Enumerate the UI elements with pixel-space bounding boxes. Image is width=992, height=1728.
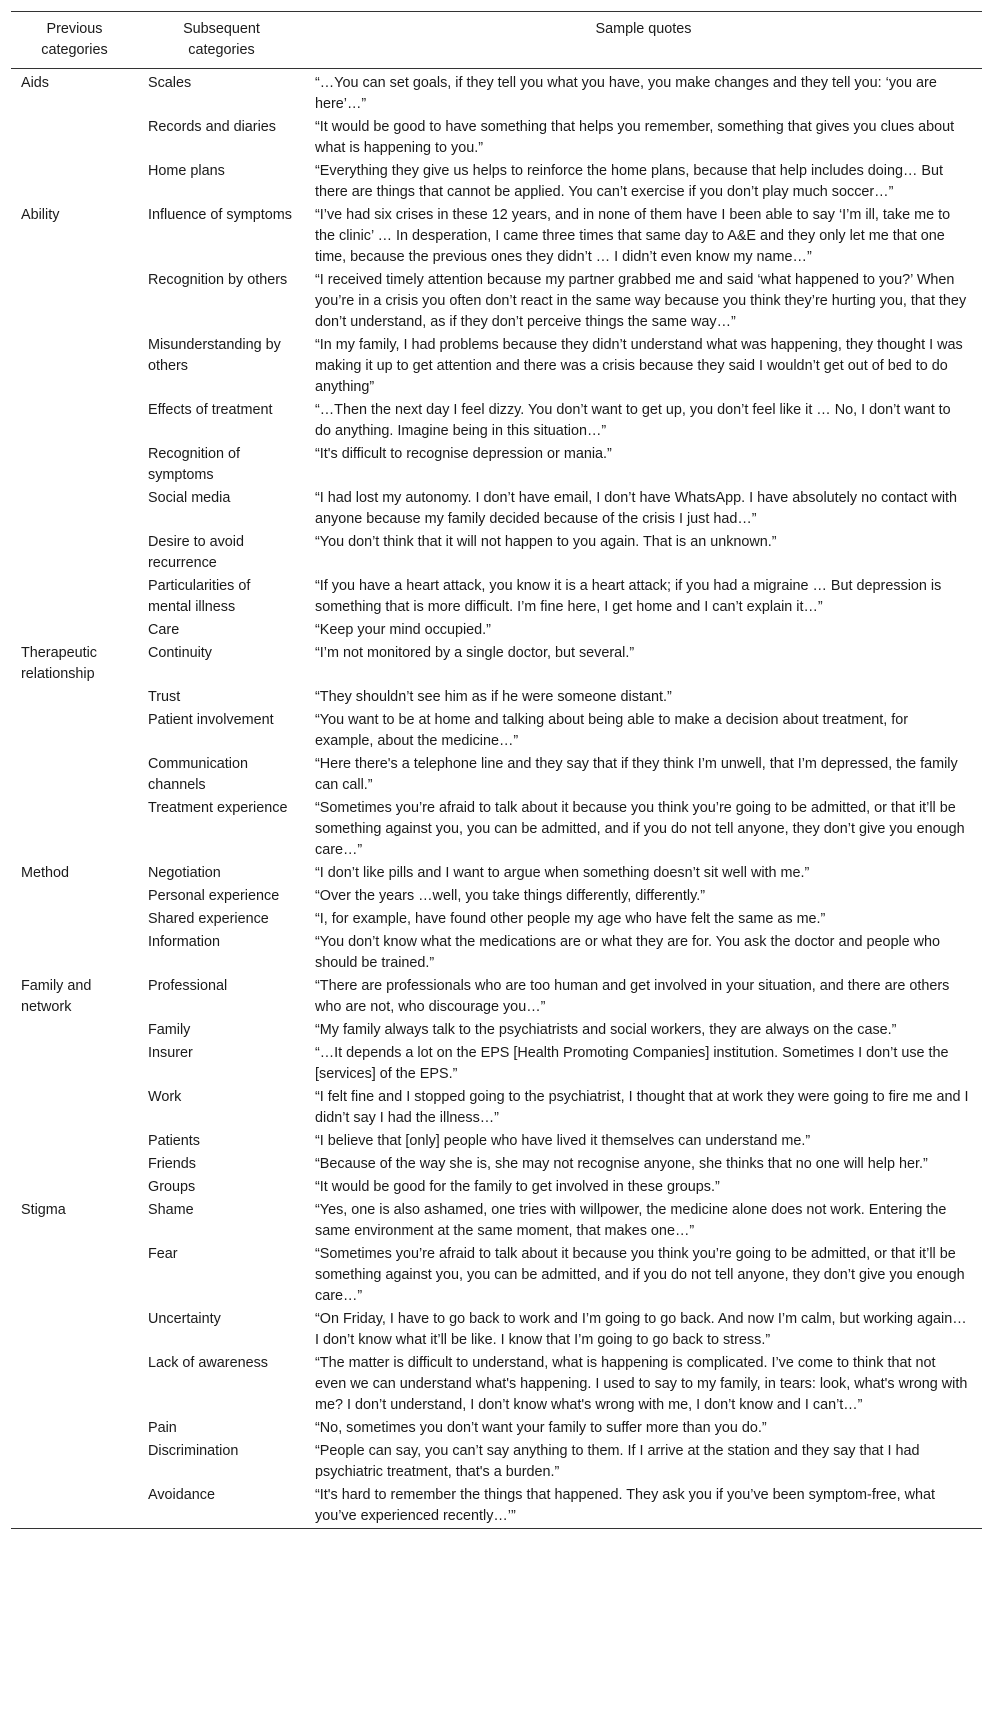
table-row	[11, 1484, 982, 1529]
table-row	[11, 1243, 982, 1308]
subsequent-category-cell: Negotiation	[148, 865, 221, 881]
previous-category-cell	[11, 1019, 138, 1042]
previous-category-cell	[11, 1176, 138, 1199]
sample-quote-cell: “I believe that [only] people who have lived it themselves can understand me.”	[315, 1133, 811, 1149]
previous-category-cell	[11, 1440, 138, 1484]
previous-category-cell	[11, 1042, 138, 1086]
sample-quote-cell: “It would be good to have something that helps you remember, something that gives you clues about what is happening to you.”	[315, 119, 955, 156]
header-row	[11, 12, 982, 69]
subsequent-category-cell: Social media	[148, 490, 231, 506]
subsequent-category-cell: Personal experience	[148, 888, 280, 904]
sample-quote-cell: “I’m not monitored by a single doctor, but several.”	[315, 645, 635, 661]
previous-category-cell	[11, 160, 138, 204]
sample-quote-cell: “Because of the way she is, she may not recognise anyone, she thinks that no one will help her.”	[315, 1156, 928, 1172]
sample-quote-cell: “There are professionals who are too human and get involved in your situation, and there are others who are not, who discourage you…”	[315, 978, 950, 1015]
previous-category-cell	[11, 575, 138, 619]
sample-quote-cell: “It would be good for the family to get involved in these groups.”	[315, 1179, 720, 1195]
sample-quote-cell: “Keep your mind occupied.”	[315, 622, 491, 638]
table-row	[11, 1308, 982, 1352]
subsequent-category-cell: Recognition of symptoms	[148, 446, 241, 483]
subsequent-category-cell: Particularities of mental illness	[148, 578, 251, 615]
subsequent-category-cell: Insurer	[148, 1045, 193, 1061]
sample-quote-cell: “You want to be at home and talking about being able to make a decision about treatment, for example, about the medicine…”	[315, 712, 909, 749]
table-row	[11, 885, 982, 908]
table-row	[11, 642, 982, 686]
subsequent-category-cell: Patients	[148, 1133, 200, 1149]
table-row	[11, 1417, 982, 1440]
previous-category-cell: Stigma	[21, 1202, 66, 1218]
subsequent-category-cell: Shared experience	[148, 911, 269, 927]
table-row	[11, 334, 982, 399]
sample-quote-cell: “Here there's a telephone line and they say that if they think I’m unwell, that I’m depressed, the family can call.”	[315, 756, 958, 793]
subsequent-category-cell: Work	[148, 1089, 182, 1105]
previous-category-cell: Therapeutic relationship	[21, 645, 97, 682]
previous-category-cell: Family and network	[21, 978, 92, 1015]
table-header	[11, 12, 982, 69]
subsequent-category-cell: Continuity	[148, 645, 212, 661]
table-row	[11, 269, 982, 334]
sample-quote-cell: “In my family, I had problems because they didn’t understand what was happening, they thought I was making it up to get attention and there was a crisis because they said I wouldn’t get out of bed to do anything”	[315, 337, 963, 395]
sample-quote-cell: “Sometimes you’re afraid to talk about it because you think you’re going to be admitted, or that it’ll be something against you, you can be admitted, and if you do not tell anyone, they don’t give you enough care…”	[315, 800, 965, 858]
previous-category-cell	[11, 1308, 138, 1352]
sample-quote-cell: “My family always talk to the psychiatrists and social workers, they are always on the case.”	[315, 1022, 897, 1038]
previous-category-cell	[11, 334, 138, 399]
subsequent-category-cell: Avoidance	[148, 1487, 215, 1503]
table-row	[11, 1130, 982, 1153]
previous-category-cell	[11, 399, 138, 443]
subsequent-category-cell: Trust	[148, 689, 181, 705]
table-row	[11, 160, 982, 204]
previous-category-cell	[11, 1352, 138, 1417]
sample-quote-cell: “…You can set goals, if they tell you what you have, you make changes and they tell you: ‘you are here’…”	[315, 75, 937, 112]
previous-category-cell	[11, 797, 138, 862]
sample-quote-cell: “I, for example, have found other people my age who have felt the same as me.”	[315, 911, 826, 927]
previous-category-cell	[11, 269, 138, 334]
previous-category-cell	[11, 1086, 138, 1130]
sample-quote-cell: “If you have a heart attack, you know it is a heart attack; if you had a migraine … But depression is something that is more difficult. I’m fine here, I get home and I can’t explain it…”	[315, 578, 942, 615]
previous-category-cell	[11, 1130, 138, 1153]
subsequent-category-cell: Influence of symptoms	[148, 207, 292, 223]
table-row	[11, 1086, 982, 1130]
sample-quote-cell: “I had lost my autonomy. I don’t have email, I don’t have WhatsApp. I have absolutely no contact with anyone because my family decided because of the crisis I just had…”	[315, 490, 958, 527]
table-body	[11, 69, 982, 1529]
header-subsequent-categories: Subsequent categories	[183, 21, 260, 58]
table-row	[11, 116, 982, 160]
sample-quote-cell: “They shouldn’t see him as if he were someone distant.”	[315, 689, 672, 705]
table-row	[11, 1042, 982, 1086]
subsequent-category-cell: Groups	[148, 1179, 196, 1195]
subsequent-category-cell: Treatment experience	[148, 800, 288, 816]
previous-category-cell	[11, 1153, 138, 1176]
subsequent-category-cell: Professional	[148, 978, 228, 994]
previous-category-cell: Ability	[21, 207, 60, 223]
sample-quote-cell: “Everything they give us helps to reinforce the home plans, because that help includes doing… But there are things that cannot be applied. You can’t exercise if you don’t play much soccer…”	[315, 163, 943, 200]
subsequent-category-cell: Shame	[148, 1202, 194, 1218]
subsequent-category-cell: Uncertainty	[148, 1311, 221, 1327]
sample-quote-cell: “Sometimes you’re afraid to talk about it because you think you’re going to be admitted, or that it’ll be something against you, you can be admitted, and if you do not tell anyone, they don’t give you enough care…”	[315, 1246, 965, 1304]
sample-quote-cell: “I received timely attention because my partner grabbed me and said ‘what happened to you?’ When you’re in a crisis you often don’t react in the same way because you think they’re hurting you, that they don’t understand, as if they don’t perceive things the same way…”	[315, 272, 967, 330]
previous-category-cell	[11, 709, 138, 753]
table-row	[11, 399, 982, 443]
table-row	[11, 1352, 982, 1417]
previous-category-cell	[11, 531, 138, 575]
sample-quote-cell: “Yes, one is also ashamed, one tries with willpower, the medicine alone does not work. Entering the same environment at the same moment, that makes one…”	[315, 1202, 947, 1239]
previous-category-cell	[11, 885, 138, 908]
previous-category-cell	[11, 1243, 138, 1308]
table-row	[11, 1153, 982, 1176]
previous-category-cell	[11, 443, 138, 487]
subsequent-category-cell: Care	[148, 622, 180, 638]
previous-category-cell: Method	[21, 865, 69, 881]
header-previous-categories: Previous categories	[41, 21, 108, 58]
subsequent-category-cell: Desire to avoid recurrence	[148, 534, 244, 571]
table-row	[11, 69, 982, 117]
previous-category-cell	[11, 619, 138, 642]
table-row	[11, 443, 982, 487]
table-row	[11, 862, 982, 885]
subsequent-category-cell: Discrimination	[148, 1443, 239, 1459]
previous-category-cell	[11, 931, 138, 975]
sample-quote-cell: “It's hard to remember the things that happened. They ask you if you’ve been symptom-free, what you’ve experienced recently…’”	[315, 1487, 936, 1524]
sample-quote-cell: “…Then the next day I feel dizzy. You don’t want to get up, you don’t feel like it … No, I don’t want to do anything. Imagine being in this situation…”	[315, 402, 951, 439]
sample-quote-cell: “You don’t think that it will not happen to you again. That is an unknown.”	[315, 534, 777, 550]
sample-quote-cell: “The matter is difficult to understand, what is happening is complicated. I’ve come to think that not even we can understand what's happening. I used to say to my family, in tears: look, what's wrong with me? I don’t understand, I don’t know what's wrong with me, I don’t know and I can’t…”	[315, 1355, 968, 1413]
table-row	[11, 204, 982, 269]
sample-quote-cell: “I’ve had six crises in these 12 years, and in none of them have I been able to say ‘I’m ill, take me to the clinic’ … In desperation, I came three times that same day to A&E and they only let me that one time, because the previous ones they didn’t … I didn’t even know my name…”	[315, 207, 951, 265]
table-row	[11, 1440, 982, 1484]
subsequent-category-cell: Family	[148, 1022, 191, 1038]
subsequent-category-cell: Lack of awareness	[148, 1355, 268, 1371]
subsequent-category-cell: Home plans	[148, 163, 225, 179]
table-row	[11, 975, 982, 1019]
subsequent-category-cell: Communication channels	[148, 756, 248, 793]
subsequent-category-cell: Scales	[148, 75, 192, 91]
sample-quote-cell: “You don’t know what the medications are or what they are for. You ask the doctor and people who should be trained.”	[315, 934, 941, 971]
table-row	[11, 487, 982, 531]
subsequent-category-cell: Records and diaries	[148, 119, 276, 135]
subsequent-category-cell: Patient involvement	[148, 712, 274, 728]
subsequent-category-cell: Effects of treatment	[148, 402, 273, 418]
previous-category-cell	[11, 686, 138, 709]
table-row	[11, 1199, 982, 1243]
table-row	[11, 931, 982, 975]
table-row	[11, 619, 982, 642]
table-row	[11, 686, 982, 709]
sample-quote-cell: “I felt fine and I stopped going to the psychiatrist, I thought that at work they were going to fire me and I didn’t say I had the illness…”	[315, 1089, 969, 1126]
sample-quote-cell: “No, sometimes you don’t want your family to suffer more than you do.”	[315, 1420, 767, 1436]
table-row	[11, 575, 982, 619]
table-row	[11, 1176, 982, 1199]
table-row	[11, 797, 982, 862]
header-sample-quotes: Sample quotes	[595, 21, 692, 37]
table-row	[11, 531, 982, 575]
previous-category-cell	[11, 487, 138, 531]
table-row	[11, 753, 982, 797]
sample-quote-cell: “I don’t like pills and I want to argue when something doesn’t sit well with me.”	[315, 865, 810, 881]
subsequent-category-cell: Friends	[148, 1156, 196, 1172]
subsequent-category-cell: Recognition by others	[148, 272, 288, 288]
table-row	[11, 709, 982, 753]
table-row	[11, 908, 982, 931]
sample-quote-cell: “…It depends a lot on the EPS [Health Promoting Companies] institution. Sometimes I don’t use the [services] of the EPS.”	[315, 1045, 949, 1082]
sample-quote-cell: “Over the years …well, you take things differently, differently.”	[315, 888, 706, 904]
previous-category-cell	[11, 116, 138, 160]
table-container	[11, 11, 982, 1529]
previous-category-cell: Aids	[21, 75, 49, 91]
previous-category-cell	[11, 1484, 138, 1529]
table-row	[11, 1019, 982, 1042]
previous-category-cell	[11, 1417, 138, 1440]
sample-quote-cell: “On Friday, I have to go back to work and I’m going to go back. And now I’m calm, but working again… I don’t know what it’ll be like. I know that I’m going to go back to stress.”	[315, 1311, 967, 1348]
sample-quote-cell: “It's difficult to recognise depression or mania.”	[315, 446, 612, 462]
subsequent-category-cell: Fear	[148, 1246, 178, 1262]
subsequent-category-cell: Information	[148, 934, 220, 950]
subsequent-category-cell: Misunderstanding by others	[148, 337, 281, 374]
subsequent-category-cell: Pain	[148, 1420, 177, 1436]
categories-quotes-table	[11, 11, 982, 1529]
previous-category-cell	[11, 753, 138, 797]
sample-quote-cell: “People can say, you can’t say anything to them. If I arrive at the station and they say that I had psychiatric treatment, that's a burden.”	[315, 1443, 920, 1480]
previous-category-cell	[11, 908, 138, 931]
